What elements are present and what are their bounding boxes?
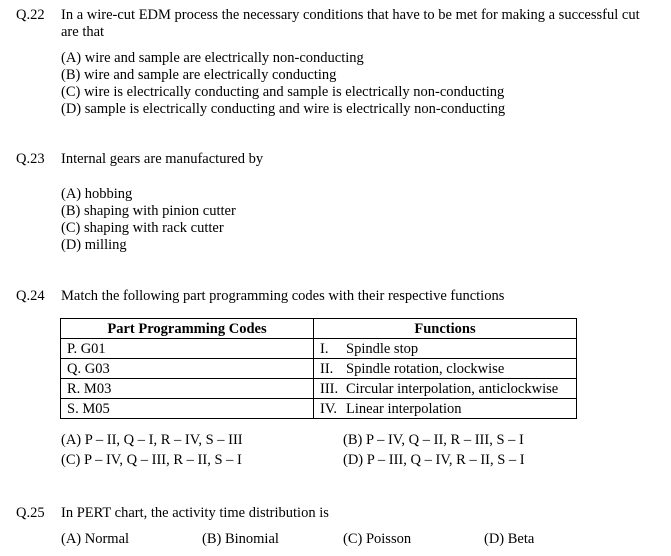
- table-cell-function: [314, 399, 577, 419]
- table-header-codes: Part Programming Codes: [61, 319, 314, 339]
- table-row: [61, 359, 577, 379]
- function-numeral: III.: [320, 380, 339, 397]
- q22-option-c[interactable]: (C) wire is electrically conducting and sample is electrically non-conducting: [61, 84, 505, 100]
- table-cell-code: S. M05: [61, 399, 314, 419]
- table-cell-function: [314, 359, 577, 379]
- matching-table: [60, 318, 577, 419]
- table-row: [61, 399, 577, 419]
- table-cell-code: P. G01: [61, 339, 314, 359]
- q24-option-a[interactable]: (A) P – II, Q – I, R – IV, S – III: [61, 432, 243, 448]
- table-cell-code: R. M03: [61, 379, 314, 399]
- table-cell-function: [314, 379, 577, 399]
- q22-option-d[interactable]: (D) sample is electrically conducting and wire is electrically non-conducting: [61, 101, 506, 117]
- q25-option-d[interactable]: (D) Beta: [484, 531, 535, 547]
- q24-option-b[interactable]: (B) P – IV, Q – II, R – III, S – I: [343, 432, 524, 448]
- table-cell-code: Q. G03: [61, 359, 314, 379]
- question-number-22: Q.22: [16, 7, 45, 23]
- function-text: Linear interpolation: [346, 400, 462, 417]
- q23-option-d[interactable]: (D) milling: [61, 237, 127, 253]
- q23-option-a[interactable]: (A) hobbing: [61, 186, 133, 202]
- question-text-24: Match the following part programming codes with their respective functions: [61, 288, 505, 304]
- function-text: Spindle stop: [346, 340, 419, 357]
- question-text-22: In a wire-cut EDM process the necessary conditions that have to be met for making a successful cut are that: [61, 7, 640, 40]
- question-text-25: In PERT chart, the activity time distribution is: [61, 505, 329, 521]
- table-row: [61, 339, 577, 359]
- question-number-24: Q.24: [16, 288, 45, 304]
- q22-option-a[interactable]: (A) wire and sample are electrically non-conducting: [61, 50, 364, 66]
- q24-option-c[interactable]: (C) P – IV, Q – III, R – II, S – I: [61, 452, 242, 468]
- table-cell-function: [314, 339, 577, 359]
- q25-option-a[interactable]: (A) Normal: [61, 531, 130, 547]
- function-text: Spindle rotation, clockwise: [346, 360, 505, 377]
- q23-option-c[interactable]: (C) shaping with rack cutter: [61, 220, 224, 236]
- question-number-23: Q.23: [16, 151, 45, 167]
- question-text-23: Internal gears are manufactured by: [61, 151, 264, 167]
- function-text: Circular interpolation, anticlockwise: [346, 380, 559, 397]
- table-header-functions: Functions: [314, 319, 577, 339]
- q25-option-c[interactable]: (C) Poisson: [343, 531, 412, 547]
- function-numeral: II.: [320, 360, 334, 377]
- function-numeral: IV.: [320, 400, 338, 417]
- function-numeral: I.: [320, 340, 329, 357]
- table-row: [61, 379, 577, 399]
- q23-option-b[interactable]: (B) shaping with pinion cutter: [61, 203, 236, 219]
- question-number-25: Q.25: [16, 505, 45, 521]
- table-header-row: [61, 319, 577, 339]
- q24-option-d[interactable]: (D) P – III, Q – IV, R – II, S – I: [343, 452, 525, 468]
- q25-option-b[interactable]: (B) Binomial: [202, 531, 279, 547]
- q22-option-b[interactable]: (B) wire and sample are electrically conducting: [61, 67, 337, 83]
